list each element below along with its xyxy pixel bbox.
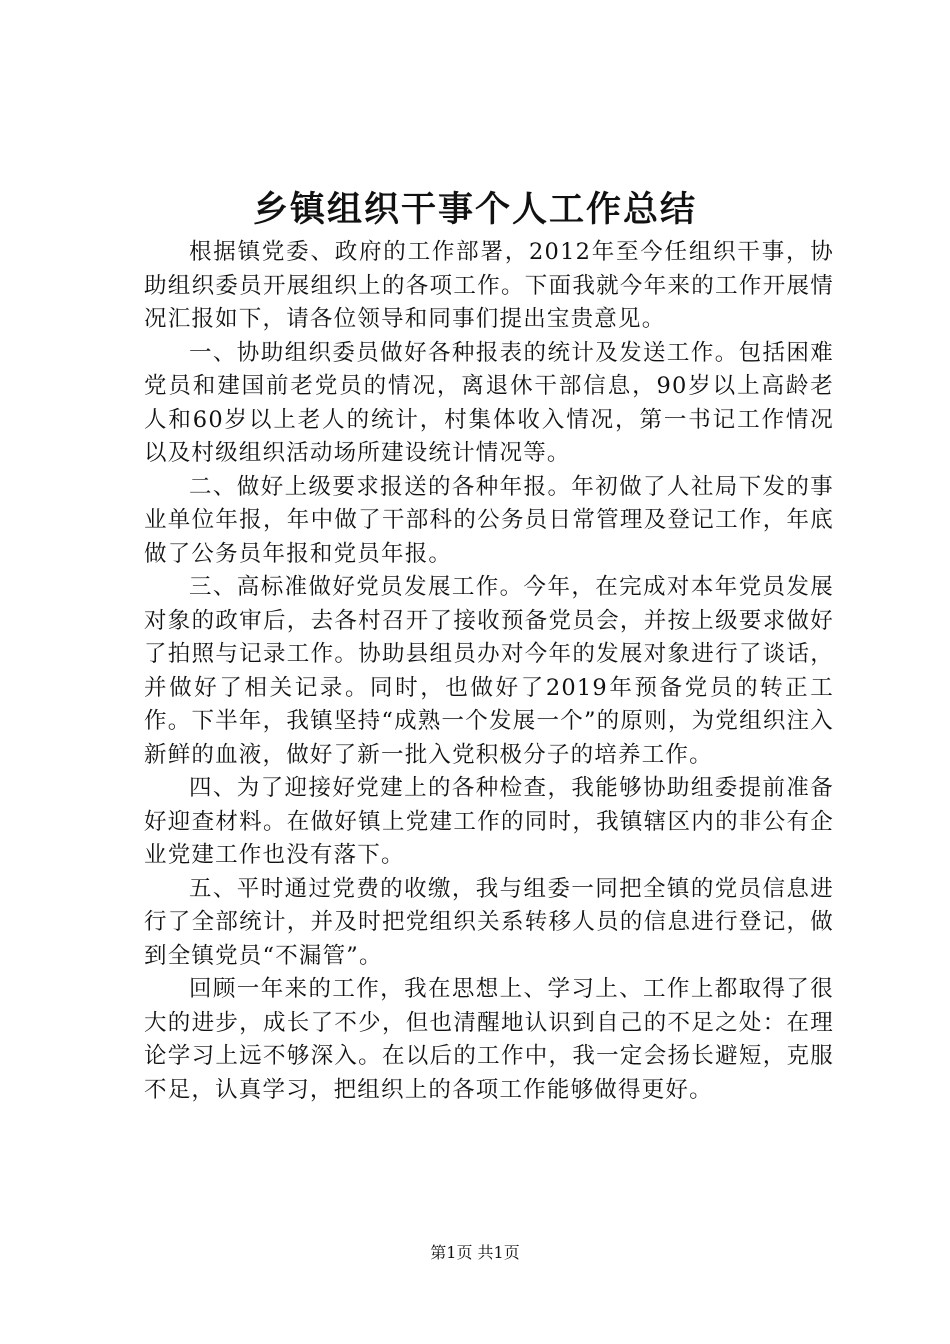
paragraph-item-2: 二、做好上级要求报送的各种年报。年初做了人社局下发的事业单位年报，年中做了干部科的公务员日常管理及登记工作，年底做了公务员年报和党员年报。 [144, 473, 834, 567]
paragraph-item-3: 三、高标准做好党员发展工作。今年，在完成对本年党员发展对象的政审后，去各村召开了接收预备党员会，并按上级要求做好了拍照与记录工作。协助县组员办对今年的发展对象进行了谈话，并做好了相关记录。同时，也做好了2019年预备党员的转正工作。下半年，我镇坚持“成熟一个发展一个”的原则，为党组织注入新鲜的血液，做好了新一批入党积极分子的培养工作。 [144, 574, 834, 768]
paragraph-item-5: 五、平时通过党费的收缴，我与组委一同把全镇的党员信息进行了全部统计，并及时把党组织关系转移人员的信息进行登记，做到全镇党员“不漏管”。 [144, 875, 834, 969]
paragraph-item-1: 一、协助组织委员做好各种报表的统计及发送工作。包括困难党员和建国前老党员的情况，离退休干部信息，90岁以上高龄老人和60岁以上老人的统计，村集体收入情况，第一书记工作情况以及村级组织活动场所建设统计情况等。 [144, 339, 834, 466]
paragraph-item-4: 四、为了迎接好党建上的各种检查，我能够协助组委提前准备好迎查材料。在做好镇上党建工作的同时，我镇辖区内的非公有企业党建工作也没有落下。 [144, 775, 834, 868]
page-number-footer: 第1页 共1页 [430, 1243, 520, 1262]
paragraph-intro: 根据镇党委、政府的工作部署，2012年至今任组织干事，协助组织委员开展组织上的各项工作。下面我就今年来的工作开展情况汇报如下，请各位领导和同事们提出宝贵意见。 [144, 239, 834, 332]
document-body [144, 236, 834, 1107]
document-title: 乡镇组织干事个人工作总结 [252, 189, 697, 230]
paragraph-conclusion: 回顾一年来的工作，我在思想上、学习上、工作上都取得了很大的进步，成长了不少，但也清醒地认识到自己的不足之处：在理论学习上远不够深入。在以后的工作中，我一定会扬长避短，克服不足，认真学习，把组织上的各项工作能够做得更好。 [144, 976, 834, 1103]
